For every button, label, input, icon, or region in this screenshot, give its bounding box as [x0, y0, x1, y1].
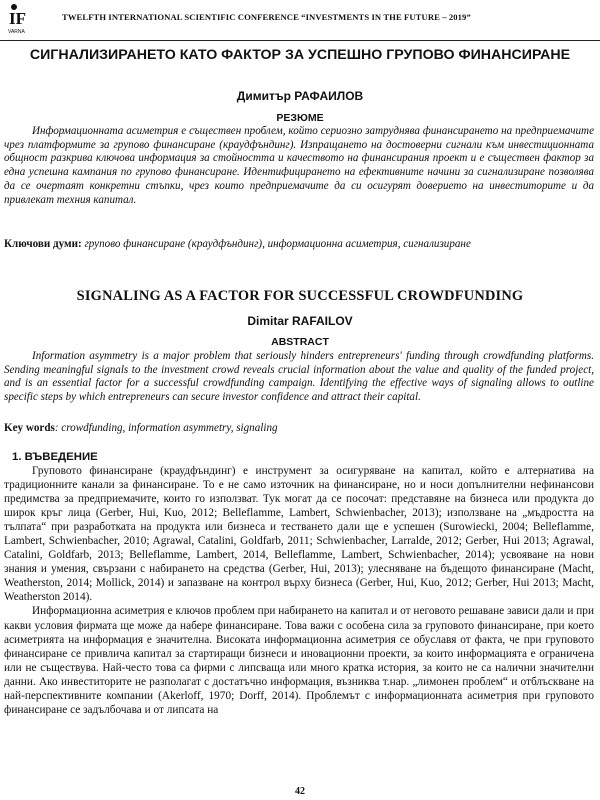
- keywords-en: [4, 422, 594, 436]
- keywords-label-bg: Ключови думи:: [4, 238, 82, 250]
- abstract-en-text: Information asymmetry is a major problem that seriously hinders entrepreneurs' funding through crowdfunding platforms. Sending meaningful signals to the investment crowd reveals crucial information about the value and quality of the funded project, and is an essential factor for a successful crowdfunding campaign. Identifying the effective ways of signaling allows to outline specific steps by which entrepreneurs can secure investor confidence and attract their capital.: [4, 350, 594, 404]
- abstract-en: [4, 350, 594, 405]
- author-name-en: Dimitar RAFAILOV: [247, 314, 353, 328]
- section-heading: 1. ВЪВЕДЕНИЕ: [12, 451, 98, 463]
- paper-title-bg: СИГНАЛИЗИРАНЕТО КАТО ФАКТОР ЗА УСПЕШНО ГРУПОВО ФИНАНСИРАНЕ: [29, 47, 571, 63]
- conference-logo: [6, 2, 32, 36]
- author-name-bg: Димитър РАФАИЛОВ: [236, 89, 364, 103]
- paragraph-1-text: Груповото финансиране (краудфъндинг) е инструмент за осигуряване на капитал, който е алтернатива на традиционните канали за финансиране. То е не само източник на финансиране, но и носи допълнителни нефинансови предимства за предприемачите, които го използват. Тук могат да се посочат: представяне на бизнеса или продукта до широк кръг лица (Gerber, Hui, Kuo, 2012; Belleflamme, Lambert, Schwienbacher, 2013); използване на „мъдростта на тълпата“ при разработката на продукта или бизнеса и тестването дали ще е успешен (Surowiecki, 2004; Belleflamme, Lambert, Schwienbacher, 2010; Agrawal, Catalini, Goldfarb, 2011; Schwienbacher, Larralde, 2012; Gerber, Hui 2013; Agrawal, Catalini, Goldfarb, 2013; Belleflamme, Lambert, 2014, Belleflamme, Lambert, Schwienbacher, 2014); усвояване на нови знания и умения, свързани с набирането на средства (Gerber, Hui, 2013); улесняване на бъдещото финансиране (Macht, Weatherston, 2014; Mollick, 2014) и запазване на контрол върху бизнеса (Gerber, Hui, Kuo, 2012; Gerber, Hui 2013; Macht, Weatherston 2014).: [4, 465, 594, 604]
- paper-title-en: SIGNALING AS A FACTOR FOR SUCCESSFUL CROWDFUNDING: [76, 288, 524, 304]
- keywords-value-en: : crowdfunding, information asymmetry, signaling: [54, 422, 278, 434]
- abstract-heading-bg: РЕЗЮМЕ: [276, 112, 324, 124]
- page-number: 42: [295, 786, 305, 797]
- abstract-bg-text: Информационната асиметрия е съществен проблем, който сериозно затруднява финансирането на предприемачите чрез платформите за групово финансиране (краудфъндинг). Изпращането на достоверни сигнали към инвестиционната общност разкрива ключова информация за стойността и качеството на финансирания проект и е съществен фактор за една успешна кампания по групово финансиране. Идентифицирането на ефективните начини за сигнализиране позволява да се очертаят конкретни стъпки, чрез които предприемачите да си осигурят доверието на инвеститорите и да привлекат техния капитал.: [4, 125, 594, 206]
- section-body: [4, 464, 594, 717]
- running-header: [0, 0, 600, 41]
- paragraph-2-text: Информационна асиметрия е ключов проблем при набирането на капитал и от неговото решаване зависи дали и при какви условия фирмата ще може да набере финансиране. Това важи с особена сила за груповото финансиране, при което асиметрията на информация е значителна. Високата информационна асиметрия се обуславя от факта, че при груповото финансиране се привлича капитал за стартиращи бизнеси и иновационни проекти, за които информацията е ограничена или не съществува. Най-често това са фирми с липсваща или много кратка история, за които не са налични значителни данни. Ако инвеститорите не разполагат с достатъчно информация, възниква т.нар. „лимонен проблем“ и отблъскване на най-перспективните компании (Akerloff, 1970; Dorff, 2014). Проблемът с информационната асиметрия при груповото финансиране се задълбочава и от липсата на: [4, 605, 594, 716]
- paragraph-2: [4, 604, 594, 716]
- logo-subtext: VARNA: [8, 29, 25, 35]
- abstract-bg: [4, 125, 594, 207]
- keywords-label-en: Key words: [4, 422, 55, 434]
- keywords-bg: [4, 238, 594, 252]
- logo-text: IF: [9, 9, 26, 28]
- paragraph-1: [4, 464, 594, 604]
- keywords-value-bg: групово финансиране (краудфъндинг), информационна асиметрия, сигнализиране: [84, 238, 471, 250]
- abstract-heading-en: ABSTRACT: [271, 336, 329, 348]
- conference-title: TWELFTH INTERNATIONAL SCIENTIFIC CONFERENCE “INVESTMENTS IN THE FUTURE – 2019”: [62, 12, 471, 22]
